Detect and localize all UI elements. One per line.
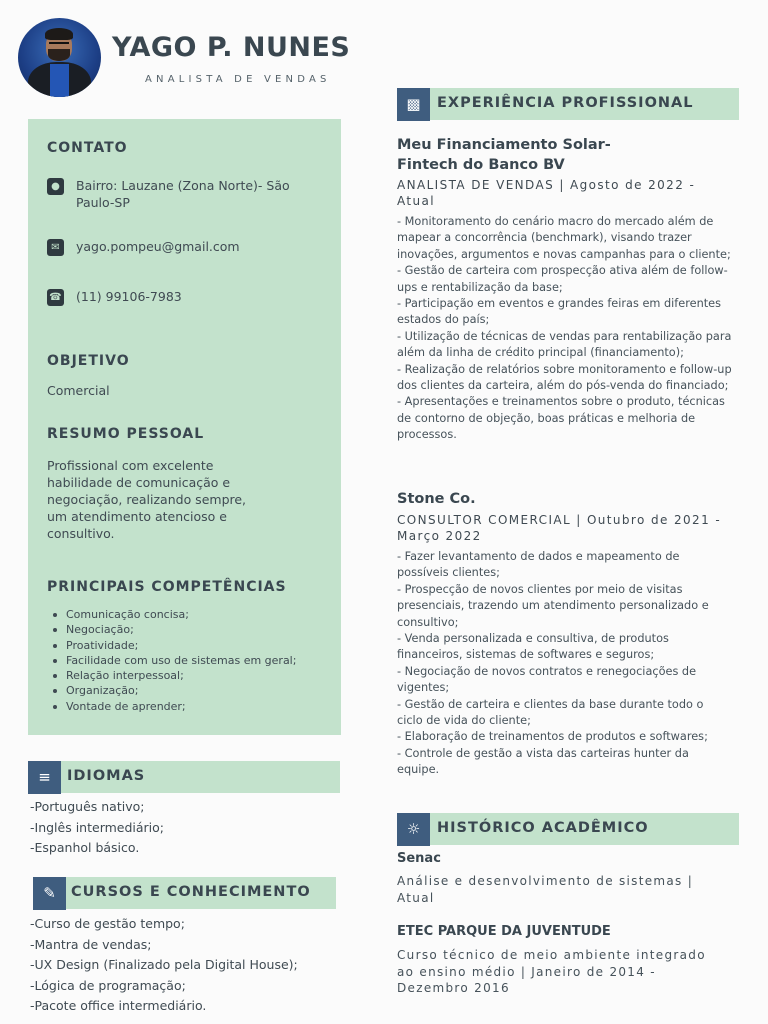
skill-item: Negociação; [47,622,296,637]
education-school: ETEC PARQUE DA JUVENTUDE [397,924,611,939]
briefcase-icon: ▩ [397,88,430,121]
objective-text: Comercial [47,383,110,398]
courses-header [33,877,336,909]
skill-item: Organização; [47,683,296,698]
course-icon: ✎ [33,877,66,910]
skill-item: Relação interpessoal; [47,668,296,683]
contact-phone-text: (11) 99106-7983 [76,289,182,304]
job-description: - Fazer levantamento de dados e mapeamento de possíveis clientes; - Prospecção de novos clientes por meio de visitas presenciais, trazendo um atendimento personalizado e consultivo; - Venda personalizada e consultiva, de produtos financeiros, sistemas de softwares e seguros; - Negociação de novos contratos e renegociações de vigentes; - Gestão de carteira e clientes da base durante todo o ciclo de vida do cliente; - Elaboração de treinamentos de produtos e softwares; - Controle de gestão a vista das carteiras hunter da equipe. [397,550,709,777]
course-item: -Pacote office intermediário. [30,998,207,1013]
course-item: -Curso de gestão tempo; [30,916,185,931]
skill-item: Facilidade com uso de sistemas em geral; [47,653,296,668]
profile-photo [18,18,101,97]
job-company-line: Meu Financiamento Solar- [397,137,611,153]
courses-title: CURSOS E CONHECIMENTO [71,884,311,900]
contact-email-text: yago.pompeu@gmail.com [76,239,240,254]
job-role: ANALISTA DE VENDAS | Agosto de 2022 - Atual [397,178,696,208]
resume-name: YAGO P. NUNES [112,32,351,63]
course-item: -Mantra de vendas; [30,936,152,952]
education-header [397,813,739,845]
left-panel [28,119,341,735]
contact-phone [47,288,327,306]
experience-header [397,88,739,120]
phone-icon: ☎ [47,289,64,306]
email-icon: ✉ [47,239,64,256]
job-description: - Monitoramento do cenário macro do mercado além de mapear a concorrência (benchmark), visando trazer inovações, argumentos e novas campanhas para o cliente; - Gestão de carteira com prospecção ativa além de follow-ups e rentabilização da base; - Participação em eventos e grandes feiras em diferentes estados do país; - Utilização de técnicas de vendas para rentabilização para além da linha de crédito principal (financiamento); - Realização de relatórios sobre monitoramento e follow-up dos clientes da carteira, além do pós-venda do financiado; - Apresentações e treinamentos sobre o produto, técnicas de contorno de objeção, boas práticas e melhoria de processos. [397,215,732,442]
lightbulb-icon: ☼ [397,813,430,846]
skill-item: Vontade de aprender; [47,699,296,714]
language-icon: ≡ [28,761,61,794]
languages-title: IDIOMAS [67,768,146,784]
language-item: -Português nativo; [30,799,145,814]
contact-email [47,238,327,256]
resume-role: ANALISTA DE VENDAS [145,74,331,85]
experience-title: EXPERIÊNCIA PROFISSIONAL [437,95,694,111]
education-detail: Curso técnico de meio ambiente integrado ao ensino médio | Janeiro de 2014 - Dezembro 2016 [397,948,706,995]
job-role: CONSULTOR COMERCIAL | Outubro de 2021 - Março 2022 [397,513,722,543]
location-icon: ● [47,178,64,195]
skills-title: PRINCIPAIS COMPETÊNCIAS [47,579,287,595]
education-title: HISTÓRICO ACADÊMICO [437,820,649,836]
contact-title: CONTATO [47,140,128,156]
job-company: Stone Co. [397,491,476,507]
education-school: Senac [397,851,441,866]
language-item: -Inglês intermediário; [30,819,165,835]
course-item: -Lógica de programação; [30,977,186,993]
contact-address-text: Bairro: Lauzane (Zona Norte)- São Paulo-SP [76,178,290,210]
job-company [397,135,611,175]
courses-list [30,914,298,1017]
languages-list [30,797,164,859]
course-item: -UX Design (Finalizado pela Digital House); [30,957,298,972]
objective-title: OBJETIVO [47,353,130,369]
summary-title: RESUMO PESSOAL [47,426,205,442]
skills-list [47,607,296,714]
job-company-line: Fintech do Banco BV [397,157,565,173]
skill-item: Comunicação concisa; [47,607,296,622]
contact-address [47,177,327,211]
languages-header [28,761,340,793]
summary-text: Profissional com excelente habilidade de comunicação e negociação, realizando sempre, um atendimento atencioso e consultivo. [47,458,247,541]
language-item: -Espanhol básico. [30,840,140,855]
education-detail: Análise e desenvolvimento de sistemas | Atual [397,874,694,905]
skill-item: Proatividade; [47,638,296,653]
